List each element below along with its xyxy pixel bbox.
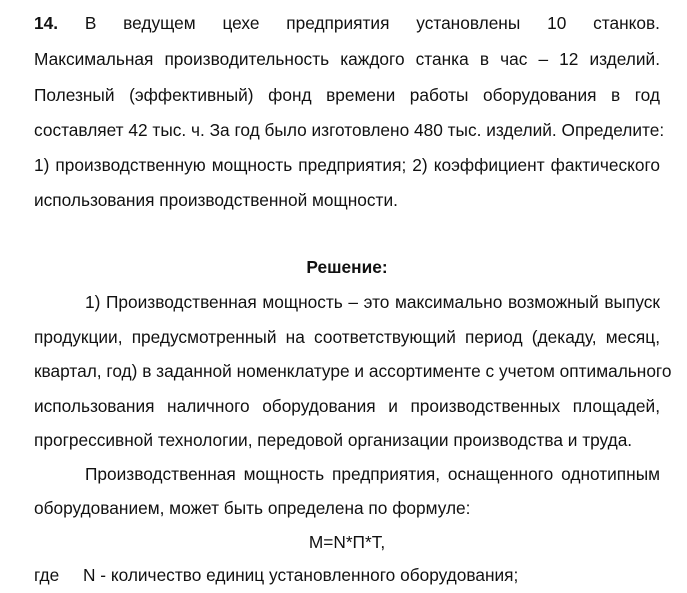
paragraph1-line-4: использования наличного оборудования и производственных площадей, bbox=[34, 396, 660, 416]
paragraph2-line-1: Производственная мощность предприятия, оснащенного однотипным bbox=[85, 464, 660, 484]
problem-line-6: использования производственной мощности. bbox=[34, 190, 398, 210]
formula: M=N*П*T, bbox=[308, 532, 386, 552]
where-label: где bbox=[34, 565, 60, 585]
paragraph1-line-1: 1) Производственная мощность – это максимально возможный выпуск bbox=[85, 292, 660, 312]
problem-line-1-text: В ведущем цехе предприятия установлены 10 станков. bbox=[84, 13, 660, 33]
problem-line-4: составляет 42 тыс. ч. За год было изготовлено 480 тыс. изделий. Определите: bbox=[34, 120, 665, 140]
problem-line-5: 1) производственную мощность предприятия; 2) коэффициент фактического bbox=[34, 155, 660, 175]
problem-line-3: Полезный (эффективный) фонд времени работы оборудования в год bbox=[34, 85, 660, 105]
paragraph1-line-3: квартал, год) в заданной номенклатуре и ассортименте с учетом оптимального bbox=[34, 361, 672, 381]
problem-line-2: Максимальная производительность каждого станка в час – 12 изделий. bbox=[34, 49, 660, 69]
problem-number: 14. bbox=[34, 13, 59, 33]
where-text: N - количество единиц установленного оборудования; bbox=[83, 565, 519, 585]
paragraph1-line-2: продукции, предусмотренный на соответствующий период (декаду, месяц, bbox=[34, 327, 660, 347]
problem-line-1 bbox=[34, 10, 660, 36]
paragraph1-line-5: прогрессивной технологии, передовой организации производства и труда. bbox=[34, 430, 633, 450]
paragraph2-line-2: оборудованием, может быть определена по формуле: bbox=[34, 498, 471, 518]
solution-heading: Решение: bbox=[306, 257, 388, 277]
where-line bbox=[34, 562, 660, 588]
